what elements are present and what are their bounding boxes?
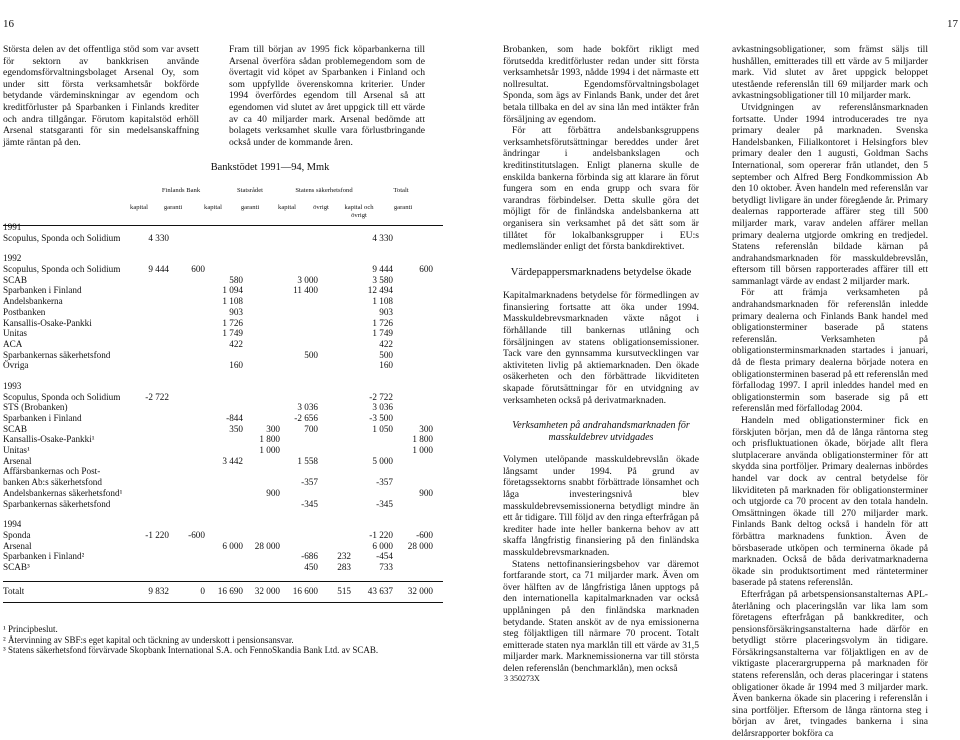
paragraph: Volymen utelöpande masskuldebrevslån ökade långsamt under 1994. På grund av företagssektorns snabbt förbättrade lönsamhet och låga investeringsnivå blev masskuldebrevsemissionerna betydligt mindre än ett år tidigare. Till följd av den ringa efterfrågan på krediter hade inte heller bankerna behov av att skaffa långfristig finansiering på den finländska masskuldebrevsmarknaden. [503, 454, 699, 558]
table-row [3, 456, 443, 467]
paragraph: Brobanken, som hade bokfört rikligt med förutsedda kreditförluster redan under sitt första verksamhetsår 1993, nådde 1994 i det närmaste ett nollresultat. Egendomsförvaltningsbolaget Sponda, som ägs av Finlands Bank, under det året betala tillbaka en del av sina lån med intäkter från försäljning av egendom. [503, 44, 699, 125]
column-2-text [229, 44, 425, 148]
table-row [3, 222, 443, 233]
cell-value: 1 726 [372, 317, 393, 328]
table-row [3, 424, 443, 435]
header-group-totalt: Totalt [393, 187, 409, 194]
paragraph: För att förbättra andelsbanksgruppens verksamhetsförutsättningar bereddes under året ändringar i andelsbankslagen och kreditinstitutslagen. Enligt planerna skulle de enskilda bankerna förbinda sig att klarare än förut fungera som en enda grupp och svara för varandras förbindelser. Detta skulle göra det möjligt för de finländska andelsbankerna att organisera sin verksamhet på det sätt som är tillåtet för lokalbanksgrupper i EU:s medlemsländer enligt det första bankdirektivet. [503, 125, 699, 253]
cell-value: 16 690 [217, 585, 243, 596]
cell-value: 1 749 [222, 328, 243, 339]
table-row [3, 350, 443, 361]
cell-value: 3 036 [297, 402, 318, 413]
cell-value: 580 [229, 274, 243, 285]
row-label: 1991 [3, 222, 22, 232]
table-row [3, 253, 443, 264]
cell-value: 160 [379, 360, 393, 371]
cell-value: 3 036 [372, 402, 393, 413]
row-label: Sparbankernas säkerhetsfond [3, 498, 111, 509]
cell-value: 9 832 [148, 585, 169, 596]
paragraph: För att främja verksamheten på andrahandsmarknaden för referenslån inledde primary dealerna och Finlands Bank handel med obligationsterminer baserade på statens referenslån. Verksamheten på obligationsterminsmarknaden startades i januari, då de flesta primary dealerna började notera en obligationsterminen baserad på ett referenslån med förfallodag 1997. I april inleddes handel med en obligationstermin som baserade sig på ett referenslån med förfallodag 2004. [732, 287, 928, 415]
cell-value: 11 400 [293, 285, 318, 296]
cell-value: 350 [229, 423, 243, 434]
cell-value: 450 [304, 561, 318, 572]
paragraph: Efterfrågan på arbetspensionsanstalternas APL-återlåning och placeringslån var lika lam som företagens efterfrågan på bankkrediter, och pensionsförsäkringsanstalterna hade därför en betydligt större placeringsvolym än tidigare. Försäkringsanstalterna var följaktligen en av de viktigaste placerargrupperna på marknaden för statens referenslån, och deras placeringar i statens obligationer ökade år 1994 med 3 miljarder mark. Även bankerna ökade sin placering i referenslån i sina portföljer. Eftersom de långa räntorna steg i början av året, tvingades bankerna i sina delårsrapporter bokföra ca [732, 588, 928, 740]
footnote: ¹ Principbeslut. [3, 624, 58, 634]
cell-value: 1 800 [259, 434, 280, 445]
row-label: banken Ab:s säkerhetsfond [3, 477, 102, 488]
page-number-right: 17 [947, 18, 958, 30]
subhead: övrigt [313, 204, 329, 211]
cell-value: 1 050 [372, 423, 393, 434]
table-row [3, 318, 443, 329]
row-label: Scopulus, Sponda och Solidium [3, 232, 121, 243]
row-label: Postbanken [3, 306, 46, 317]
table-row [3, 285, 443, 296]
cell-value: 1 108 [372, 296, 393, 307]
cell-value: 500 [304, 349, 318, 360]
cell-value: -1 220 [369, 529, 393, 540]
table-row [3, 381, 443, 392]
row-label: Sponda [3, 529, 31, 540]
subhead: kapital [130, 204, 148, 211]
cell-value: 0 [200, 585, 205, 596]
cell-value: 1 749 [372, 328, 393, 339]
table-row [3, 466, 443, 477]
paragraph: Handeln med obligationsterminer fick en förskjuten början, men då de långa räntorna steg och prisfluktuationen ökade, började allt flera slutplacerare använda obligationsterminer för att skydda sina portföljer. Primary dealernas inbördes handel var dock av central betydelse för likviditeten på marknaden för obligationsterminer och utgjorde ca 70 procent av den totala handeln. Omsättningen ökade till 270 miljarder mark. Finlands Bank deltog också i handeln för att förbättra marknadens funktion. Även de börsbaserade utköpen och terminerna ökade på marknaden. Också de båda derivatmarknaderna ökade sin produktsortiment med ränteterminer baserade på statens referenslån. [732, 415, 928, 589]
cell-value: 500 [379, 349, 393, 360]
cell-value: 283 [337, 561, 351, 572]
cell-value: 900 [419, 487, 433, 498]
cell-value: 5 000 [372, 455, 393, 466]
header-group-sakerhetsfond: Statens säkerhetsfond [295, 187, 353, 194]
table-row [3, 296, 443, 307]
table-row [3, 488, 443, 499]
paragraph: Statens nettofinansieringsbehov var däremot fortfarande stort, ca 71 miljarder mark. Även om över hälften av de långfristiga lånen upptogs på den internationella kapitalmarknaden var också upplåningen på den finländska marknaden betydande. Staten ansköt av de nya emissionerna steg följaktligen till närmare 70 procent. Totalt emitterade staten nya marklån till ett värde av 31,5 miljarder mark. Marknemissionerna var till största delen referenslån (benchmarklån), men också [503, 558, 699, 674]
subhead: garanti [393, 204, 413, 211]
cell-value: 3 442 [222, 455, 243, 466]
table-title: Bankstödet 1991—94, Mmk [210, 162, 330, 173]
page-number-left: 16 [3, 18, 14, 30]
subhead: kapital [204, 204, 222, 211]
cell-value: -1 220 [145, 529, 169, 540]
row-label: 1993 [3, 380, 22, 391]
row-label: Affärsbankernas och Post- [3, 466, 101, 477]
cell-value: 28 000 [254, 540, 280, 551]
cell-value: 600 [419, 264, 433, 275]
table-row [3, 307, 443, 318]
cell-value: -357 [301, 477, 318, 488]
cell-value: 700 [304, 423, 318, 434]
cell-value: 1 000 [412, 445, 433, 456]
cell-value: 422 [379, 338, 393, 349]
paragraph: Utvidgningen av referenslånsmarknaden fortsatte. Under 1994 introducerades tre nya primary dealer på marknaden. Svenska Handelsbanken, Filialkontoret i Helsingfors blev primary dealer den 1 augusti, Goldman Sachs International, som opererar från utlandet, den 5 september och Alfred Berg Fondkommission Ab den 10 oktober. Även handeln med referenslån var betydligt livligare än under föregående år. Primary dealernas rapporterade affärer steg till 500 miljarder mark, varav andelen affärer mellan primary dealerna utgjorde omkring en tredjedel. Statens referenslån bildade kärnan på andrahandsmarknaden för masskuldebrevslån, eftersom till börsen rapporterades affärer till ett sammanlagt värde av endast 2 miljarder mark. [732, 101, 928, 287]
table-row [3, 499, 443, 510]
table-row [3, 413, 443, 424]
table-row [3, 530, 443, 541]
cell-value: 9 444 [148, 264, 169, 275]
cell-value: -686 [301, 551, 318, 562]
cell-value: 28 000 [407, 540, 433, 551]
footnote: ² Återvinning av SBF:s eget kapital och täckning av underskott i pensionsansvar. [3, 634, 294, 645]
table-row [3, 477, 443, 488]
table-row [3, 519, 443, 530]
cell-value: -454 [376, 551, 393, 562]
subhead: kapital [278, 204, 296, 211]
cell-value: 3 000 [297, 274, 318, 285]
column-1-text [3, 44, 199, 148]
row-label: 1992 [3, 253, 22, 264]
cell-value: -345 [376, 498, 393, 509]
row-label: Andelsbankernas säkerhetsfond¹ [3, 487, 123, 498]
row-label: SCAB [3, 274, 28, 285]
cell-value: 1 094 [222, 285, 243, 296]
bank-support-table [3, 222, 443, 603]
cell-value: 1 108 [222, 296, 243, 307]
cell-value: -2 656 [294, 413, 318, 423]
section-heading: Värdepappersmarknadens betydelse ökade [510, 266, 692, 278]
cell-value: 232 [337, 551, 351, 562]
row-label: Sparbanken i Finland [3, 413, 82, 423]
cell-value: 1 726 [222, 317, 243, 328]
cell-value: 903 [229, 306, 243, 317]
cell-value: -357 [376, 477, 393, 488]
table-spacer [3, 573, 443, 581]
cell-value: 16 600 [292, 585, 318, 596]
table-row [3, 233, 443, 244]
row-label: Övriga [3, 360, 29, 371]
table-row [3, 328, 443, 339]
column-4-text [732, 44, 928, 740]
section-heading-italic: Verksamheten på andrahandsmarknaden för masskuldebrev utvidgades [512, 420, 690, 444]
row-label: Scopulus, Sponda och Solidium [3, 391, 121, 402]
table-row [3, 541, 443, 552]
row-label: SCAB³ [3, 561, 30, 572]
paragraph: Största delen av det offentliga stöd som var avsett för sektorn av bankkrisen använde egendomsförvaltningsbolaget Arsenal Oy, som under sitt första verksamhetsår bokförde betydande värdeminskningar av egendom och kreditförluster på Sparbanken i Finlands krediter och andra tillgångar. Förutom kapitalstöd erhöll Arsenal statsgaranti för sin medelsanskaffning jämte räntan på den. [3, 44, 199, 148]
table-row [3, 434, 443, 445]
cell-value: 300 [419, 423, 433, 434]
row-label: Kansallis-Osake-Pankki [3, 317, 92, 328]
row-label: Scopulus, Sponda och Solidium [3, 264, 121, 275]
cell-value: -3 500 [369, 413, 393, 423]
column-3-text [503, 44, 699, 675]
table-footnotes [3, 624, 378, 656]
row-label: STS (Brobanken) [3, 402, 68, 413]
row-label: Andelsbankerna [3, 296, 63, 307]
cell-value: 160 [229, 360, 243, 371]
table-row [3, 392, 443, 403]
table-row [3, 264, 443, 275]
cell-value: 32 000 [407, 585, 433, 596]
cell-value: 903 [379, 306, 393, 317]
row-label: Arsenal [3, 540, 32, 551]
print-code: 3 350273X [504, 674, 540, 683]
cell-value: 3 580 [372, 274, 393, 285]
paragraph: Fram till början av 1995 fick köparbankerna till Arsenal överföra sådan problemegendom som de övertagit vid köpet av Sparbanken i Finland och som uppfyllde överenskomna kriterier. Under 1994 överfördes egendom till Arsenal så att egendomen vid slutet av året uppgick till ett värde av ca 40 miljarder mark. Arsenal bedömde att bolagets verksamhet skulle vara förlustbringande också under de kommande åren. [229, 44, 425, 148]
cell-value: 600 [191, 264, 205, 275]
table-row [3, 551, 443, 562]
cell-value: 900 [266, 487, 280, 498]
subhead: garanti [240, 204, 260, 211]
table-rule-bottom [3, 602, 443, 603]
row-label: Unitas [3, 328, 27, 339]
cell-value: 6 000 [222, 540, 243, 551]
cell-value: 422 [229, 338, 243, 349]
cell-value: 4 330 [148, 232, 169, 243]
table-row [3, 562, 443, 573]
row-label: Sparbankernas säkerhetsfond [3, 349, 111, 360]
paragraph: Kapitalmarknadens betydelse för förmedlingen av finansiering fortsatte att öka under 1994. Masskuldebrevsmarknaden växte något i förhållande till bankernas utlåning och försäljningen av statens obligationsemissioner. Tack vare den gynnsamma kursutvecklingen var aktiviteten livlig på aktiemarknaden. Den ökade osäkerheten och den förbättrade likviditeten skapade förutsättningar för en utvidgning av verksamheten också på derivatmarknaden. [503, 290, 699, 406]
table-row [3, 445, 443, 456]
cell-value: 1 800 [412, 434, 433, 445]
table-row [3, 339, 443, 350]
subhead: kapital och övrigt [344, 204, 374, 219]
cell-value: -345 [301, 498, 318, 509]
cell-value: 300 [266, 423, 280, 434]
cell-value: 4 330 [372, 232, 393, 243]
cell-value: -844 [226, 413, 243, 423]
cell-value: 43 637 [367, 585, 393, 596]
cell-value: -600 [416, 529, 433, 540]
cell-value: -600 [188, 529, 205, 540]
cell-value: 733 [379, 561, 393, 572]
row-label: 1994 [3, 519, 22, 530]
cell-value: 6 000 [372, 540, 393, 551]
cell-value: 9 444 [372, 264, 393, 275]
table-row [3, 402, 443, 413]
row-label: Arsenal [3, 455, 32, 466]
row-label: Kansallis-Osake-Pankki¹ [3, 434, 95, 445]
row-label: Unitas¹ [3, 445, 30, 456]
cell-value: -2 722 [369, 391, 393, 402]
subhead: garanti [163, 204, 183, 211]
row-label: Sparbanken i Finland [3, 285, 82, 296]
cell-value: 32 000 [254, 585, 280, 596]
cell-value: 1 558 [297, 455, 318, 466]
cell-value: 515 [337, 585, 351, 596]
table-row [3, 275, 443, 286]
header-group-statsradet: Statsrådet [236, 187, 263, 194]
paragraph: avkastningsobligationer, som främst säljs till hushållen, emitterades till ett värde av 5 miljarder mark. Vid slutet av året uppgick beloppet utestående referenslån till 69 miljarder mark och avkastningsobligationer till 10 miljarder mark. [732, 44, 928, 102]
row-label: SCAB [3, 423, 28, 434]
header-group-finlands-bank: Finlands Bank [161, 187, 201, 194]
cell-value: 1 000 [259, 445, 280, 456]
table-row [3, 360, 443, 371]
footnote: ³ Statens säkerhetsfond förvärvade Skopbank International S.A. och FennoSkandia Bank Ltd. av SCAB. [3, 645, 379, 655]
table-row [3, 586, 443, 597]
row-label: ACA [3, 338, 23, 349]
cell-value: 12 494 [367, 285, 393, 296]
row-label: Totalt [3, 585, 25, 596]
row-label: Sparbanken i Finland² [3, 551, 85, 562]
cell-value: -2 722 [145, 391, 169, 402]
